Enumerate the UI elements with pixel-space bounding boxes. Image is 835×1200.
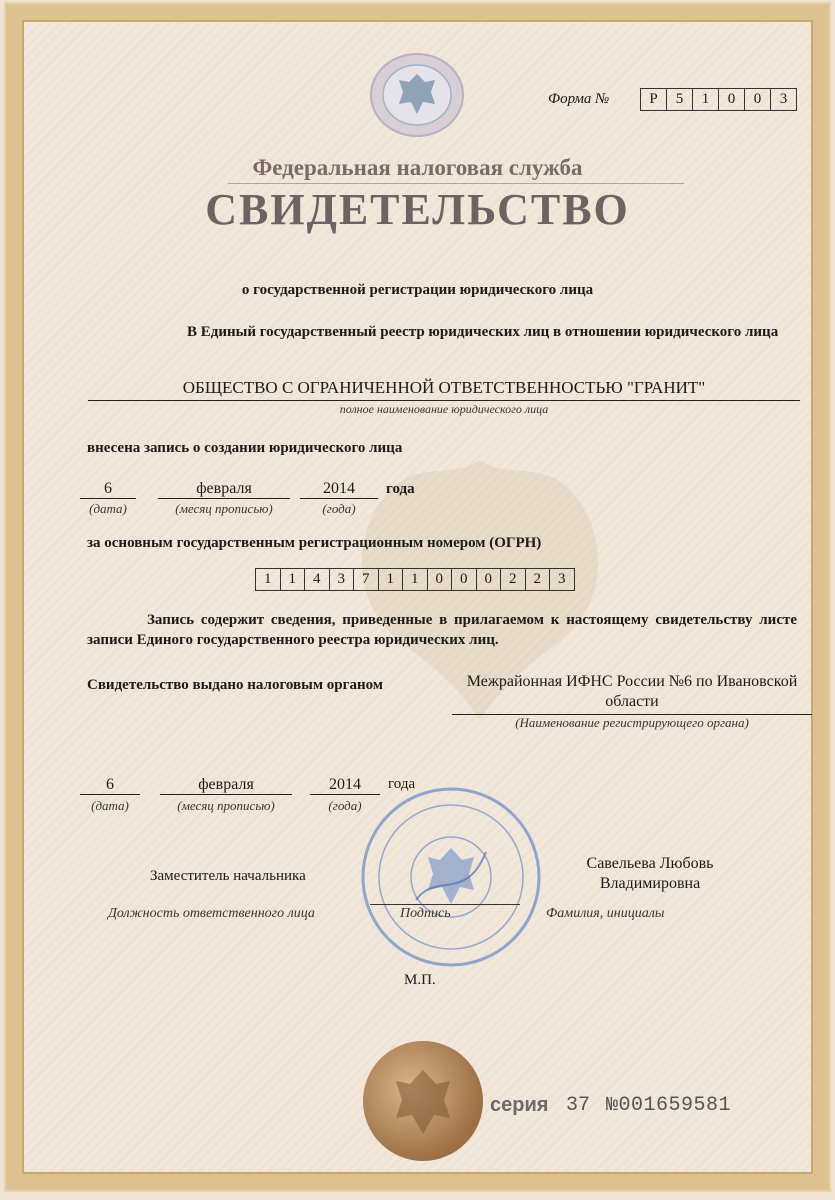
date1-day-caption: (дата) xyxy=(89,501,127,516)
ogrn-digit-cell: 1 xyxy=(281,569,306,590)
document-title: СВИДЕТЕЛЬСТВО xyxy=(205,185,630,234)
date2-day: 6 xyxy=(80,776,140,795)
official-stamp-icon xyxy=(356,782,546,972)
signer-name-caption: Фамилия, инициалы xyxy=(546,906,665,921)
ogrn-cells xyxy=(255,568,575,591)
form-number-cell: Р xyxy=(641,89,667,110)
date1-year-caption: (года) xyxy=(322,501,356,516)
ogrn-digit-cell: 1 xyxy=(256,569,281,590)
signature-line xyxy=(370,904,520,905)
date2-month-caption: (месяц прописью) xyxy=(177,798,275,813)
ogrn-digit-cell: 0 xyxy=(452,569,477,590)
date2-day-caption: (дата) xyxy=(91,798,129,813)
issuing-authority-caption: (Наименование регистрирующего органа) xyxy=(515,715,749,730)
date1-year-word: года xyxy=(386,481,415,497)
ogrn-digit-cell: 0 xyxy=(477,569,502,590)
ogrn-digit-cell: 4 xyxy=(305,569,330,590)
form-number-cell: 1 xyxy=(693,89,719,110)
ogrn-label: за основным государственным регистрационным номером (ОГРН) xyxy=(87,535,542,551)
intro-text: В Единый государственный реестр юридических лиц в отношении юридического лица xyxy=(187,324,779,340)
date2-year: 2014 xyxy=(310,776,380,795)
date1-month-caption: (месяц прописью) xyxy=(175,501,273,516)
ogrn-digit-cell: 1 xyxy=(403,569,428,590)
ogrn-digit-cell: 3 xyxy=(558,571,566,587)
series-number: 37 xyxy=(566,1094,591,1117)
form-number-cell: 3 xyxy=(779,91,788,107)
serial-number: №001659581 xyxy=(606,1094,732,1117)
signer-position-caption: Должность ответственного лица xyxy=(108,906,315,921)
series-label: серия xyxy=(490,1094,549,1116)
signer-name: Савельева Любовь Владимировна xyxy=(586,855,714,892)
form-number-cells xyxy=(640,88,797,111)
fns-emblem-icon xyxy=(369,52,465,138)
company-name-caption: полное наименование юридического лица xyxy=(339,402,549,416)
ogrn-digit-cell: 1 xyxy=(379,569,404,590)
ogrn-digit-cell: 7 xyxy=(354,569,379,590)
issuing-authority: Межрайонная ИФНС России №6 по Ивановской области xyxy=(452,672,812,715)
signature-caption: Подпись xyxy=(400,906,451,921)
hologram-seal-icon xyxy=(360,1038,486,1164)
ogrn-digit-cell: 2 xyxy=(526,569,551,590)
ogrn-digit-cell: 2 xyxy=(501,569,526,590)
date1-month: февраля xyxy=(158,480,290,499)
form-number-label: Форма № xyxy=(548,91,610,107)
company-name: ОБЩЕСТВО С ОГРАНИЧЕННОЙ ОТВЕТСТВЕННОСТЬЮ "ГРАНИТ" xyxy=(88,378,800,401)
record-paragraph: Запись содержит сведения, приведенные в прилагаемом к настоящему свидетельству листе записи Единого государственного реестра юридических лиц. xyxy=(87,612,797,648)
date2-month: февраля xyxy=(160,776,292,795)
signer-position: Заместитель начальника xyxy=(150,868,306,884)
form-number-cell: 0 xyxy=(719,89,745,110)
form-number-cell: 5 xyxy=(667,89,693,110)
form-number-cell: 0 xyxy=(745,89,771,110)
ogrn-digit-cell: 3 xyxy=(330,569,355,590)
document-subtitle: о государственной регистрации юридического лица xyxy=(241,282,594,298)
seal-place-label: М.П. xyxy=(404,972,436,988)
date2-year-caption: (года) xyxy=(328,798,362,813)
issued-label: Свидетельство выдано налоговым органом xyxy=(87,677,384,693)
agency-name: Федеральная налоговая служба xyxy=(252,155,583,180)
date1-year: 2014 xyxy=(300,480,378,499)
entry-text: внесена запись о создании юридического лица xyxy=(87,440,403,456)
date2-year-word: года xyxy=(388,776,416,792)
date1-day: 6 xyxy=(80,480,136,499)
ogrn-digit-cell: 0 xyxy=(428,569,453,590)
